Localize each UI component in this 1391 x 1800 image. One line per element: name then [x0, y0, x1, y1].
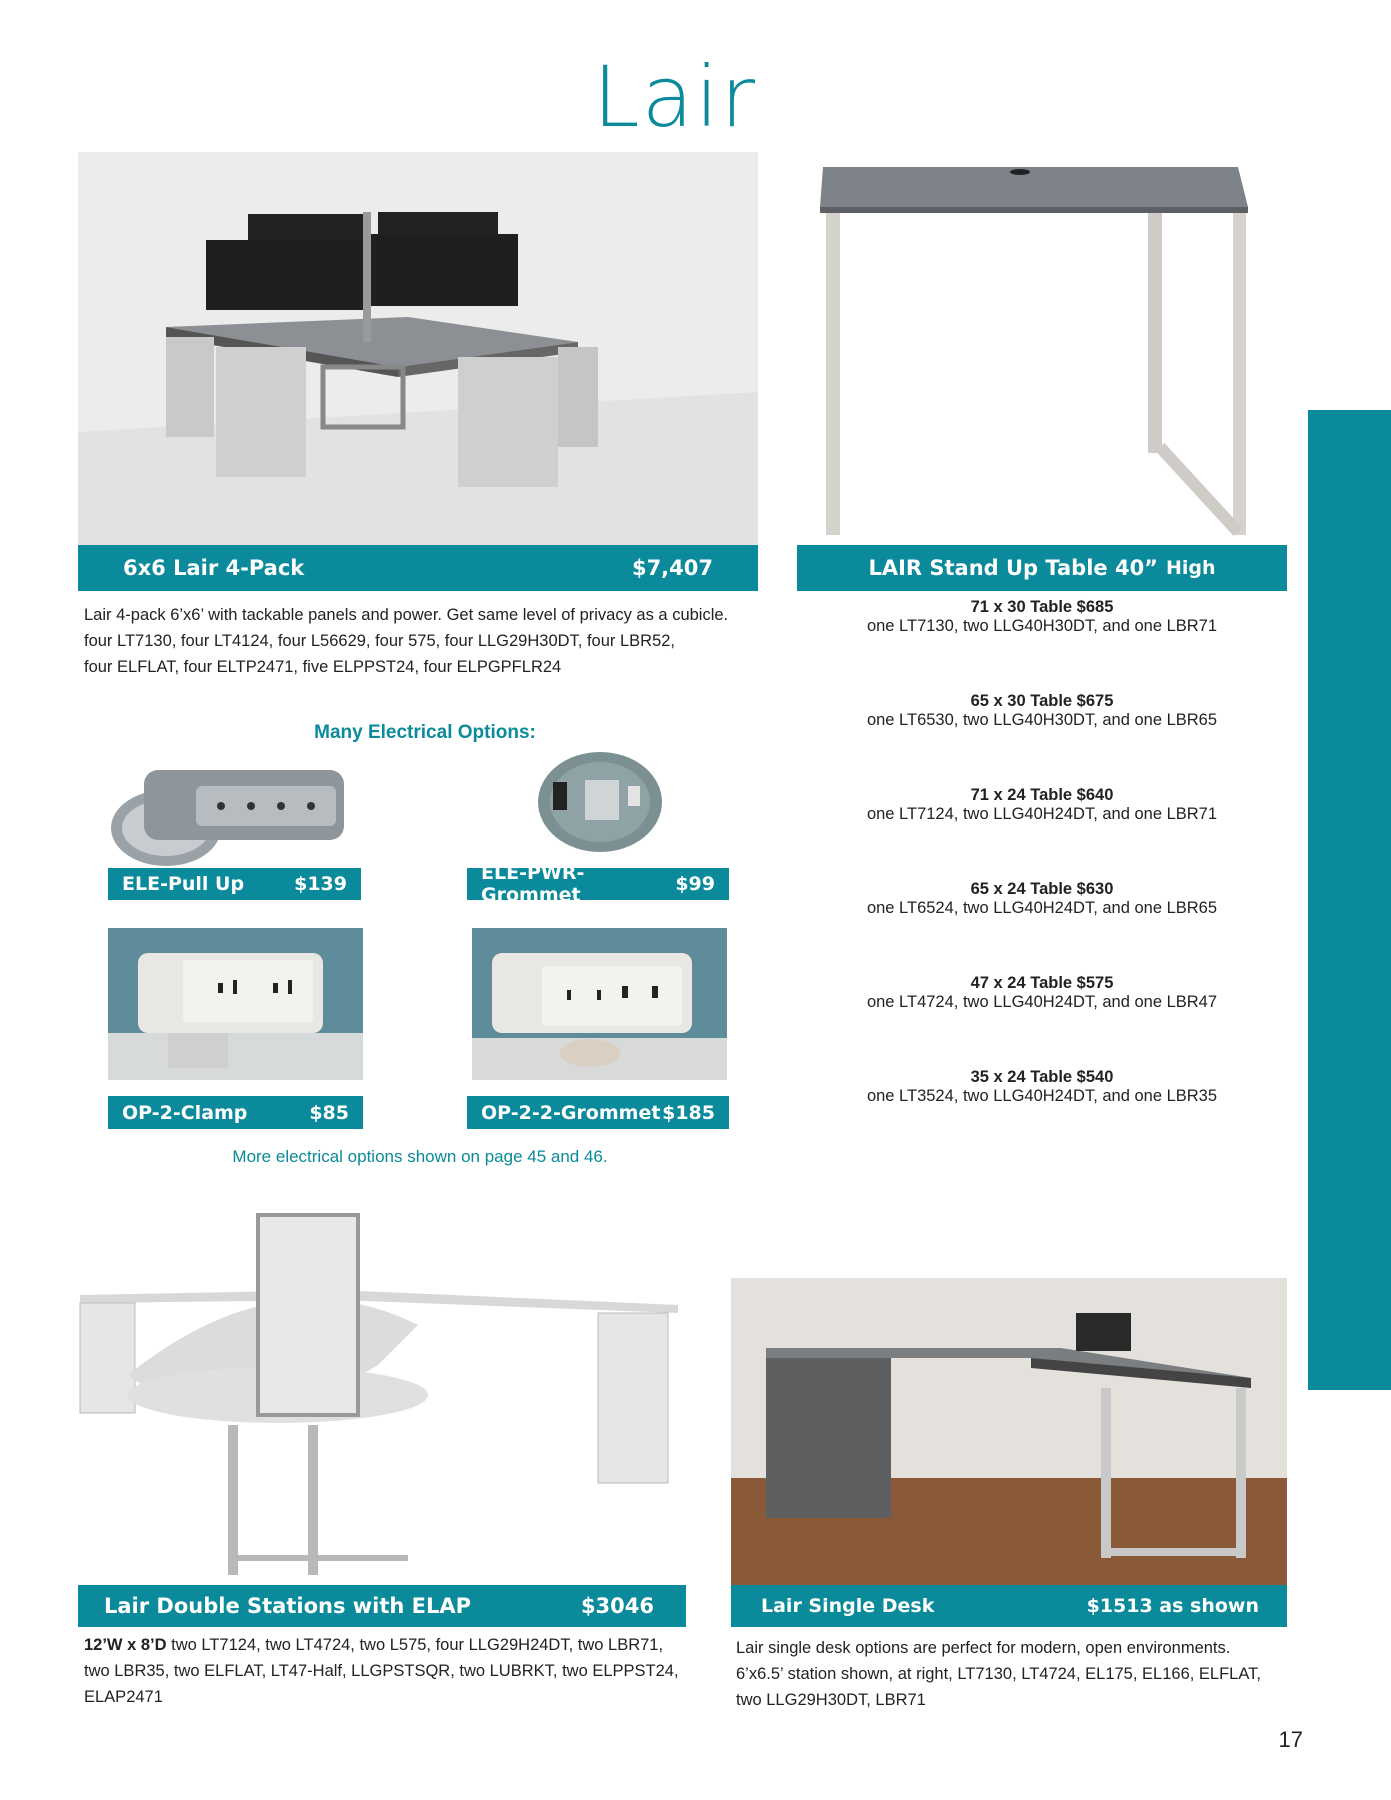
- side-tab: [1308, 410, 1391, 1390]
- single-desk-desc-line: two LLG29H30DT, LBR71: [736, 1691, 926, 1709]
- option-desc: one LT7124, two LLG40H24DT, and one LBR71: [866, 805, 1218, 823]
- single-desk-price-bar: [731, 1585, 1287, 1627]
- stand-up-name: LAIR Stand Up Table 40”: [868, 556, 1158, 580]
- table-option: [797, 1068, 1287, 1162]
- option-head: 47 x 24 Table $575: [970, 974, 1114, 992]
- ele-pwr-grommet-bar: [467, 862, 729, 906]
- single-desk-description: [736, 1635, 1336, 1713]
- single-desk-price: $1513 as shown: [1086, 1595, 1259, 1617]
- option-desc: one LT4724, two LLG40H24DT, and one LBR47: [866, 993, 1218, 1011]
- single-desk-photo: [731, 1278, 1287, 1588]
- option-desc: one LT6524, two LLG40H24DT, and one LBR65: [866, 899, 1218, 917]
- page-number: 17: [1278, 1727, 1303, 1752]
- single-desk-desc-line: Lair single desk options are perfect for modern, open environments.: [736, 1639, 1231, 1657]
- ele-pull-up-photo: [106, 758, 381, 870]
- four-pack-photo: [78, 152, 758, 545]
- single-desk-desc-line: 6’x6.5’ station shown, at right, LT7130, LT4724, EL175, EL166, ELFLAT,: [736, 1665, 1261, 1683]
- stand-up-table-photo: [808, 152, 1253, 545]
- double-station-price-bar: [78, 1585, 686, 1627]
- stand-up-options: [797, 598, 1287, 1162]
- four-pack-description: [84, 602, 784, 680]
- option-head: 65 x 24 Table $630: [970, 880, 1114, 898]
- stand-up-name-suffix: High: [1166, 557, 1216, 579]
- op-2-clamp-price: $85: [309, 1101, 349, 1124]
- electrical-heading: Many Electrical Options:: [314, 722, 536, 743]
- option-head: 65 x 30 Table $675: [970, 692, 1114, 710]
- table-option: [797, 786, 1287, 880]
- four-pack-desc-line: four LT7130, four LT4124, four L56629, four 575, four LLG29H30DT, four LBR52,: [84, 632, 676, 650]
- double-station-desc-line: ELAP2471: [84, 1688, 163, 1706]
- double-station-desc-line: two LT7124, two LT4724, two L575, four LLG29H24DT, two LBR71,: [166, 1636, 664, 1654]
- op-2-clamp-bar: [108, 1096, 363, 1129]
- table-option: [797, 974, 1287, 1068]
- option-head: 71 x 24 Table $640: [970, 786, 1114, 804]
- ele-pull-up-bar: [108, 868, 361, 900]
- double-station-desc-line: two LBR35, two ELFLAT, LT47-Half, LLGPSTSQR, two LUBRKT, two ELPPST24,: [84, 1662, 679, 1680]
- double-station-price: $3046: [580, 1594, 654, 1618]
- option-head: 35 x 24 Table $540: [970, 1068, 1114, 1086]
- op-2-2-grommet-photo: [472, 928, 727, 1080]
- op-2-2-grommet-price: $185: [662, 1101, 715, 1124]
- single-desk-name: Lair Single Desk: [761, 1595, 935, 1617]
- option-desc: one LT6530, two LLG40H30DT, and one LBR65: [866, 711, 1218, 729]
- four-pack-name: 6x6 Lair 4-Pack: [123, 556, 305, 580]
- option-head: 71 x 30 Table $685: [970, 598, 1114, 616]
- double-station-photo: [78, 1195, 688, 1580]
- option-desc: one LT7130, two LLG40H30DT, and one LBR71: [866, 617, 1218, 635]
- ele-pwr-grommet-name: ELE-PWR-Grommet: [481, 862, 585, 906]
- op-2-2-grommet-bar: [467, 1096, 729, 1129]
- ele-pull-up-price: $139: [294, 873, 347, 895]
- ele-pwr-grommet-price: $99: [675, 873, 715, 895]
- op-2-clamp-name: OP-2-Clamp: [122, 1101, 248, 1124]
- table-option: [797, 692, 1287, 786]
- table-option: [797, 880, 1287, 974]
- page-title: Lair: [592, 48, 758, 146]
- four-pack-price: $7,407: [631, 556, 713, 580]
- option-desc: one LT3524, two LLG40H24DT, and one LBR35: [866, 1087, 1218, 1105]
- four-pack-desc-line: Lair 4-pack 6’x6’ with tackable panels and power. Get same level of privacy as a cubicle.: [84, 606, 729, 624]
- double-station-size: 12’W x 8’D: [84, 1636, 167, 1654]
- four-pack-desc-line: four ELFLAT, four ELTP2471, five ELPPST24, four ELPGPFLR24: [84, 658, 562, 676]
- op-2-2-grommet-name: OP-2-2-Grommet: [481, 1101, 661, 1124]
- stand-up-table-bar: [797, 545, 1287, 591]
- ele-pull-up-name: ELE-Pull Up: [122, 873, 245, 895]
- table-option: [797, 598, 1287, 692]
- double-station-name: Lair Double Stations with ELAP: [104, 1594, 472, 1618]
- ele-pwr-grommet-photo: [533, 742, 668, 862]
- more-electrical-note: More electrical options shown on page 45 and 46.: [232, 1147, 608, 1166]
- op-2-clamp-photo: [108, 928, 363, 1080]
- double-station-description: [84, 1632, 714, 1710]
- four-pack-price-bar: [78, 545, 758, 591]
